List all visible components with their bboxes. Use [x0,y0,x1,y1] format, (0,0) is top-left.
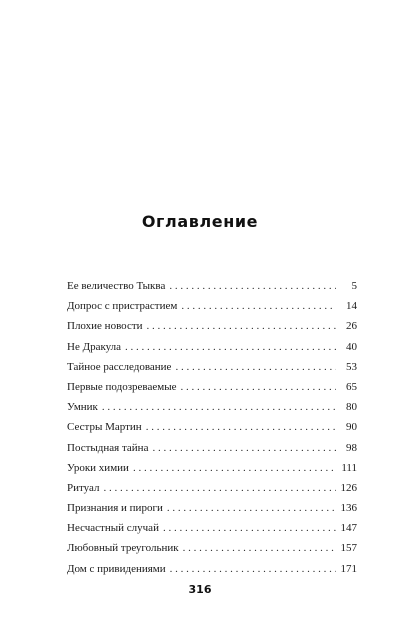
toc-entry-title: Признания и пироги [67,502,163,515]
toc-entry-title: Ритуал [67,481,100,494]
toc-heading: Оглавление [141,212,259,231]
toc-entry-page: 98 [346,441,357,454]
dot-leader [183,542,336,554]
toc-entry-title: Уроки химии [67,461,129,474]
toc-entry-page: 136 [340,502,357,515]
toc-entry-title: Не Дракула [67,340,122,353]
toc-entry-title: Умник [67,401,98,414]
dot-leader [133,462,336,474]
toc-entry-page: 5 [351,280,357,292]
toc-entry-page: 14 [346,300,357,313]
toc-entry[interactable] [67,381,357,401]
toc-entry-title: Сестры Мартин [67,421,142,434]
dot-leader [180,381,336,393]
toc-entry[interactable] [67,280,357,300]
toc-entry-title: Дом с привидениями [67,562,166,575]
toc-entry-page: 111 [341,461,357,474]
toc-entry-page: 26 [346,320,357,333]
toc-entry[interactable] [67,462,357,482]
toc-entry[interactable] [67,421,357,441]
toc-entry-page: 147 [340,522,357,535]
toc-entry-page: 65 [346,380,357,393]
toc-entry-title: Постыдная тайна [67,441,149,454]
toc-entry[interactable] [67,442,357,462]
toc-entry-title: Любовный треугольник [67,542,179,555]
dot-leader [170,563,336,575]
toc-entry-title: Первые подозреваемые [67,380,177,393]
dot-leader [146,421,336,433]
toc-entry-page: 53 [346,360,357,373]
dot-leader [147,320,336,332]
dot-leader [175,361,336,373]
toc-entry-title: Допрос с пристрастием [67,300,178,313]
toc-entry-page: 171 [340,562,357,575]
toc-list [67,280,357,583]
toc-entry[interactable] [67,563,357,583]
toc-entry[interactable] [67,502,357,522]
dot-leader [181,300,336,312]
toc-entry[interactable] [67,361,357,381]
toc-entry-title: Ее величество Тыква [67,280,166,292]
toc-entry[interactable] [67,300,357,320]
toc-entry[interactable] [67,320,357,340]
toc-entry-title: Тайное расследование [67,360,172,373]
dot-leader [152,442,336,454]
toc-entry[interactable] [67,482,357,502]
toc-entry-page: 126 [340,481,357,494]
toc-entry-title: Несчастный случай [67,522,159,535]
toc-entry[interactable] [67,401,357,421]
toc-entry[interactable] [67,542,357,562]
toc-entry[interactable] [67,522,357,542]
dot-leader [102,401,336,413]
page-number: 316 [188,583,212,596]
toc-entry-page: 40 [346,340,357,353]
toc-entry-page: 80 [346,401,357,414]
dot-leader [125,341,336,353]
toc-entry[interactable] [67,341,357,361]
toc-entry-page: 157 [340,542,357,555]
dot-leader [104,482,337,494]
toc-entry-page: 90 [346,421,357,434]
toc-entry-title: Плохие новости [67,320,143,333]
dot-leader [167,502,336,514]
dot-leader [169,280,336,292]
dot-leader [163,522,336,534]
